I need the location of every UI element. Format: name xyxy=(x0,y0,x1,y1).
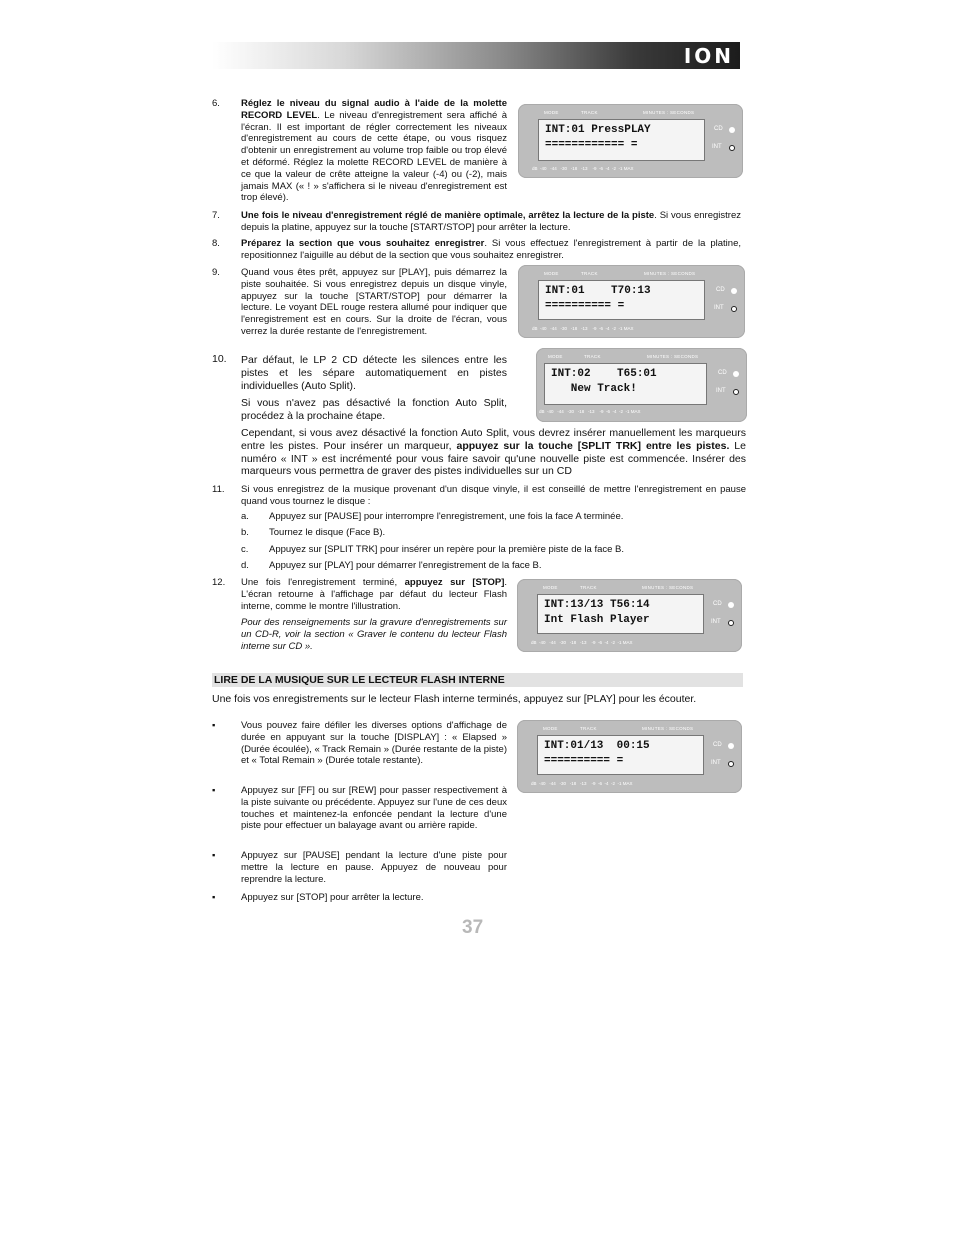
lcd-display-3 xyxy=(536,348,747,422)
item-12-bold: appuyez sur [STOP] xyxy=(404,577,505,588)
lcd-int-indicator-icon xyxy=(728,761,734,767)
lcd-cd-indicator-icon xyxy=(733,371,739,377)
item-10-text3a: Cependant, si vous avez désactivé la fonction Auto Split, vous devrez insérer manuellement les marqueurs entre les pistes. Pour insérer un marqueur, xyxy=(241,427,746,452)
item-6-bold: Réglez le niveau du signal audio à l'aide de la molette RECORD LEVEL xyxy=(241,98,507,121)
item-11-sub-c-text: Appuyez sur [SPLIT TRK] pour insérer un repère pour la première piste de la face B. xyxy=(269,544,625,555)
item-7-number: 7. xyxy=(212,210,220,221)
item-7-body: . Si vous enregistrez depuis la platine, appuyez sur la touche [START/STOP] pour arrêter la lecture. xyxy=(241,210,741,233)
bullet-marker: ▪ xyxy=(212,850,216,861)
lcd-level-scale: dB -40 -44 -30 -18 -13 -9 -6 -4 -2 -1 MAX xyxy=(531,781,633,786)
lcd-minutes-label: MINUTES : SECONDS xyxy=(644,271,696,276)
lcd-cd-label: CD xyxy=(713,601,722,607)
lcd-minutes-label: MINUTES : SECONDS xyxy=(643,110,695,115)
lcd-line-2: ========== = xyxy=(545,300,625,312)
lcd-cd-label: CD xyxy=(718,370,727,376)
lcd-cd-label: CD xyxy=(713,742,722,748)
lcd-level-scale: dB -40 -44 -30 -18 -13 -9 -6 -4 -2 -1 MAX xyxy=(532,326,634,331)
lcd-int-indicator-icon xyxy=(731,306,737,312)
item-12-italic-note: Pour des renseignements sur la gravure d'enregistrements sur un CD-R, voir la section « Graver le contenu du lecteur Flash interne sur CD ». xyxy=(241,617,507,652)
lcd-level-scale: dB -40 -44 -30 -18 -13 -9 -6 -4 -2 -1 MAX xyxy=(539,409,641,414)
item-10-number: 10. xyxy=(212,353,227,365)
bullet-3-text: Appuyez sur [PAUSE] pendant la lecture d'une piste pour mettre la lecture en pause. Appuyez de nouveau pour reprendre la lecture. xyxy=(241,850,507,885)
item-10-text3c: Le numéro « INT » est incrémenté pour vous faire savoir qu'une nouvelle piste est commencée. Insérer des marqueurs vous permettra de graver des pistes individuelles sur un CD xyxy=(241,439,746,478)
lcd-line-1: INT:01 PressPLAY xyxy=(545,124,651,136)
lcd-line-2: ============ = xyxy=(545,139,638,151)
bullet-marker: ▪ xyxy=(212,720,216,731)
lcd-minutes-label: MINUTES : SECONDS xyxy=(647,354,699,359)
lcd-track-label: TRACK xyxy=(581,271,598,276)
lcd-cd-indicator-icon xyxy=(728,602,734,608)
item-11-sub-a-letter: a. xyxy=(241,511,249,522)
lcd-level-scale: dB -40 -44 -30 -18 -13 -9 -6 -4 -2 -1 MAX xyxy=(531,640,633,645)
lcd-level-scale: dB -40 -44 -30 -18 -13 -9 -6 -4 -2 -1 MAX xyxy=(532,166,634,171)
item-11-number: 11. xyxy=(212,484,225,495)
lcd-int-label: INT xyxy=(714,305,724,311)
header-bar xyxy=(212,42,740,69)
lcd-mode-label: MODE xyxy=(543,585,558,590)
item-6-text xyxy=(241,98,507,204)
lcd-screen xyxy=(538,119,705,161)
item-12-text-a: Une fois l'enregistrement terminé, xyxy=(241,577,405,588)
lcd-cd-label: CD xyxy=(716,287,725,293)
item-10-text2: Si vous n'avez pas désactivé la fonction Auto Split, procédez à la prochaine étape. xyxy=(241,397,507,422)
lcd-display-1 xyxy=(518,104,743,178)
section-heading: LIRE DE LA MUSIQUE SUR LE LECTEUR FLASH INTERNE xyxy=(212,673,743,687)
lcd-cd-indicator-icon xyxy=(731,288,737,294)
page-number: 37 xyxy=(462,917,484,938)
item-12-text-b: . L'écran retourne à l'affichage par défaut du lecteur Flash interne, comme le montre l'illustration. xyxy=(241,577,508,612)
lcd-display-2 xyxy=(518,265,745,338)
lcd-track-label: TRACK xyxy=(581,110,598,115)
lcd-int-label: INT xyxy=(712,144,722,150)
item-12-number: 12. xyxy=(212,577,226,588)
item-6-number: 6. xyxy=(212,98,220,109)
lcd-line-2: New Track! xyxy=(551,383,637,395)
item-9-number: 9. xyxy=(212,267,220,278)
lcd-int-indicator-icon xyxy=(729,145,735,151)
lcd-line-2: Int Flash Player xyxy=(544,614,650,626)
item-10-text3b: appuyez sur la touche [SPLIT TRK] entre les pistes. xyxy=(456,439,730,452)
item-11-sub-b-letter: b. xyxy=(241,527,249,538)
lcd-mode-label: MODE xyxy=(543,726,558,731)
item-6-body: . Le niveau d'enregistrement sera affiché à l'écran. Il est important de régler correctement les niveaux d'enregistrement au cours de cette étape, ou vous risquez d'obtenir un enregistrement au volume trop faible ou trop élevé et déformé. Réglez la molette RECORD LEVEL de manière à ce que la valeur de crête atteigne la valeur (-4) ou (-2), mais jamais MAX (« ! » s'affichera si le niveau d'enregistrement est trop élevé). xyxy=(241,109,507,204)
lcd-display-5 xyxy=(517,720,742,793)
item-7-text xyxy=(241,210,741,234)
lcd-screen xyxy=(537,594,704,634)
lcd-display-4 xyxy=(517,579,742,652)
lcd-int-label: INT xyxy=(716,388,726,394)
lcd-mode-label: MODE xyxy=(544,110,559,115)
lcd-minutes-label: MINUTES : SECONDS xyxy=(642,585,694,590)
item-11-text: Si vous enregistrez de la musique provenant d'un disque vinyle, il est conseillé de mettre l'enregistrement en pause quand vous tournez le disque : xyxy=(241,484,746,507)
bullet-1-text: Vous pouvez faire défiler les diverses options d'affichage de durée en appuyant sur la touche [DISPLAY] : « Elapsed » (Durée écoulée), « Track Remain » (Durée restante de la piste) et « Total Remain » (Durée totale restante). xyxy=(241,720,507,767)
item-10-text3 xyxy=(241,427,746,478)
lcd-screen xyxy=(538,280,705,320)
lcd-line-1: INT:13/13 T56:14 xyxy=(544,599,650,611)
lcd-screen xyxy=(544,363,707,405)
lcd-int-label: INT xyxy=(711,619,721,625)
lcd-track-label: TRACK xyxy=(580,585,597,590)
bullet-2-text: Appuyez sur [FF] ou sur [REW] pour passer respectivement à la piste suivante ou précédente. Appuyez sur l'une de ces deux touches et maintenez-la enfoncée pendant la lecture d'une piste pour effectuer un balayage avant ou arrière rapide. xyxy=(241,785,507,832)
lcd-screen xyxy=(537,735,704,775)
bullet-marker: ▪ xyxy=(212,785,216,796)
bullet-marker: ▪ xyxy=(212,892,216,903)
lcd-line-2: ========== = xyxy=(544,755,624,767)
item-9-text: Quand vous êtes prêt, appuyez sur [PLAY], puis démarrez la piste souhaitée. Si vous enregistrez depuis un disque vinyle, appuyez sur la touche [START/STOP] pour démarrer la lecture. Le voyant DEL rouge restera allumé pour indiquer que l'enregistrement est en cours. Sur la droite de l'écran, vous verrez la durée restante de l'enregistrement. xyxy=(241,267,507,337)
item-8-number: 8. xyxy=(212,238,220,249)
lcd-mode-label: MODE xyxy=(544,271,559,276)
lcd-mode-label: MODE xyxy=(548,354,563,359)
lcd-line-1: INT:01/13 00:15 xyxy=(544,740,650,752)
item-11-sub-d-letter: d. xyxy=(241,560,249,571)
item-12-text xyxy=(241,577,507,612)
item-11-sub-a-text: Appuyez sur [PAUSE] pour interrompre l'enregistrement, une fois la face A terminée. xyxy=(269,511,624,522)
lcd-track-label: TRACK xyxy=(584,354,601,359)
bullet-4-text: Appuyez sur [STOP] pour arrêter la lecture. xyxy=(241,892,424,903)
lcd-cd-indicator-icon xyxy=(728,743,734,749)
ion-logo: ION xyxy=(683,44,734,68)
item-10-text: Par défaut, le LP 2 CD détecte les silences entre les pistes et les sépare automatiquement en pistes individuelles (Auto Split). xyxy=(241,354,507,392)
lcd-minutes-label: MINUTES : SECONDS xyxy=(642,726,694,731)
lcd-cd-indicator-icon xyxy=(729,127,735,133)
item-8-text xyxy=(241,238,741,262)
item-8-body: . Si vous effectuez l'enregistrement à partir de la platine, repositionnez l'aiguille au début de la section que vous souhaitez enregistrer. xyxy=(241,238,741,261)
lcd-line-1: INT:01 T70:13 xyxy=(545,285,651,297)
lcd-int-indicator-icon xyxy=(733,389,739,395)
lcd-track-label: TRACK xyxy=(580,726,597,731)
item-11-sub-b-text: Tournez le disque (Face B). xyxy=(269,527,386,538)
section-intro: Une fois vos enregistrements sur le lecteur Flash interne terminés, appuyez sur [PLAY] pour les écouter. xyxy=(212,693,697,705)
lcd-line-1: INT:02 T65:01 xyxy=(551,368,657,380)
lcd-int-indicator-icon xyxy=(728,620,734,626)
item-7-bold: Une fois le niveau d'enregistrement réglé de manière optimale, arrêtez la lecture de la piste xyxy=(241,210,655,221)
item-8-bold: Préparez la section que vous souhaitez enregistrer xyxy=(241,238,485,249)
lcd-cd-label: CD xyxy=(714,126,723,132)
lcd-int-label: INT xyxy=(711,760,721,766)
item-11-sub-d-text: Appuyez sur [PLAY] pour démarrer l'enregistrement de la face B. xyxy=(269,560,542,571)
item-11-sub-c-letter: c. xyxy=(241,544,249,555)
